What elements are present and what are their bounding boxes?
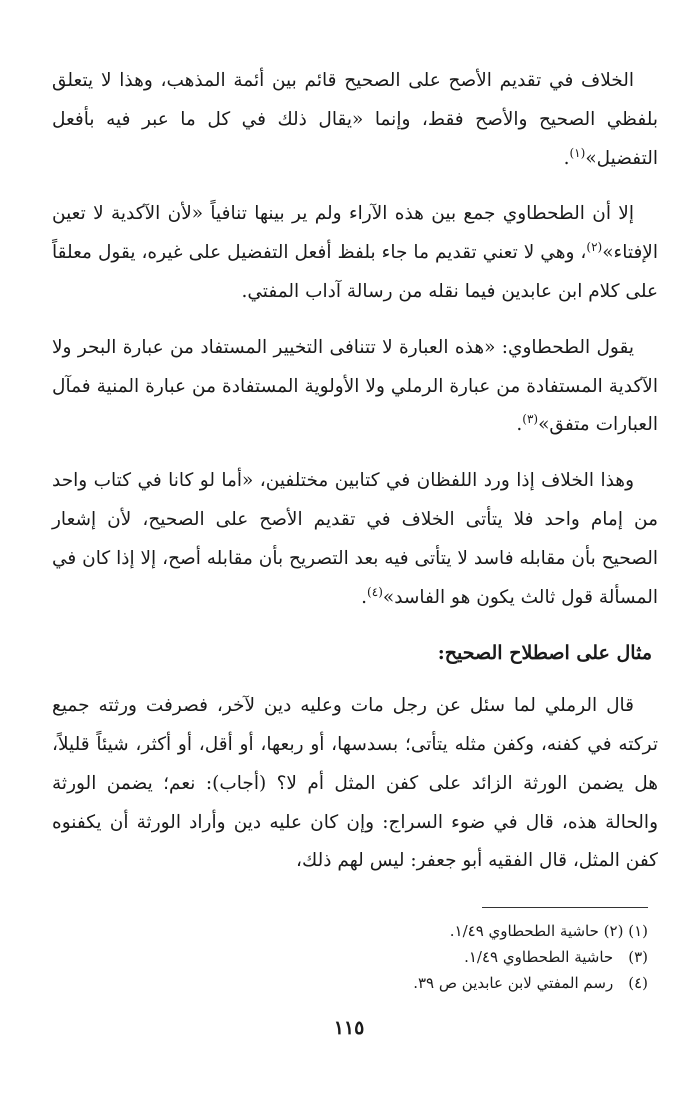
footnote-1 — [52, 918, 648, 944]
paragraph-2-text-b: ، وهي لا تعني تقديم ما جاء بلفظ أفعل التفضيل على غيره، يقول معلقاً على كلام ابن عابدين فيما نقله من رسالة آداب المفتي. — [52, 242, 658, 302]
paragraph-2 — [52, 195, 658, 311]
footnote-number: (٤) — [628, 974, 648, 992]
footnote-divider — [482, 907, 648, 908]
paragraph-1: الخلاف في تقديم الأصح على الصحيح قائم بين أئمة المذهب، وهذا لا يتعلق بلفظي الصحيح والأصح فقط، وإنما «يقال ذلك في كل ما عبر فيه بأفعل التفضيل»$^{(١)}$. — [52, 70, 658, 169]
footnote-ref-4: (٤) — [367, 584, 383, 599]
footnote-number: (٣) — [628, 948, 648, 966]
paragraph-1-text: الخلاف في تقديم الأصح على الصحيح قائم بين أئمة المذهب، وهذا لا يتعلق بلفظي الصحيح والأصح فقط، وإنما «يقال ذلك في كل ما عبر فيه بأفعل التفضيل» — [52, 70, 658, 169]
footnote-number: (١) (٢) — [603, 922, 648, 940]
footnote-ref-2: (٢) — [586, 240, 603, 255]
main-text — [52, 62, 658, 898]
paragraph-3-end: . — [516, 414, 523, 436]
footnote-text: حاشية الطحطاوي ١/٤٩. — [464, 948, 614, 966]
footnote-text: حاشية الطحطاوي ١/٤٩. — [449, 922, 599, 940]
footnotes — [52, 918, 648, 996]
footnote-2 — [52, 944, 648, 970]
section-heading: مثال على اصطلاح الصحيح: — [437, 642, 652, 665]
paragraph-3-text: يقول الطحطاوي: «هذه العبارة لا تتنافى التخيير المستفاد من عبارة البحر ولا الآكدية المستفادة من عبارة الرملي ولا الأولوية المستفادة من عبارة المنية فمآل العبارات متفق» — [52, 336, 658, 436]
paragraph-3 — [52, 329, 658, 445]
paragraph-4-end: . — [361, 586, 368, 608]
paragraph-5 — [52, 687, 658, 881]
footnote-ref-3: (٣) — [522, 412, 539, 427]
paragraph-5-text: قال الرملي لما سئل عن رجل مات وعليه دين لآخر، فصرفت ورثته جميع تركته في كفنه، وكفن مثله يتأتى؛ بسدسها، أو ربعها، أو أقل، أو أكثر، شيئاً قليلاً، هل يضمن الورثة الزائد على كفن المثل أم لا؟ (أجاب): نعم؛ يضمن الورثة والحالة هذه، قال في ضوء السراج: وإن كان عليه دين وأراد الورثة أن يكفنوه كفن المثل، قال الفقيه أبو جعفر: ليس لهم ذلك، — [52, 695, 658, 872]
page-number: ١١٥ — [333, 1017, 365, 1039]
paragraph-4-text: وهذا الخلاف إذا ورد اللفظان في كتابين مختلفين، «أما لو كانا في كتاب واحد من إمام واحد فلا يتأتى الخلاف في تقديم الأصح على الصحيح، لأن إشعار الصحيح بأن مقابله فاسد لا يتأتى فيه بعد التصريح بأن مقابله أصح، إلا إذا كان في المسألة قول ثالث يكون هو الفاسد» — [52, 470, 658, 608]
paragraph-2-text-a: إلا أن الطحطاوي جمع بين هذه الآراء ولم ير بينها تنافياً «لأن الآكدية لا تعين الإفتاء» — [52, 203, 658, 264]
footnote-ref-1: (١) — [569, 145, 586, 160]
footnote-text: رسم المفتي لابن عابدين ص ٣٩. — [413, 974, 614, 992]
paragraph-4 — [52, 462, 658, 617]
footnote-3 — [52, 970, 648, 996]
